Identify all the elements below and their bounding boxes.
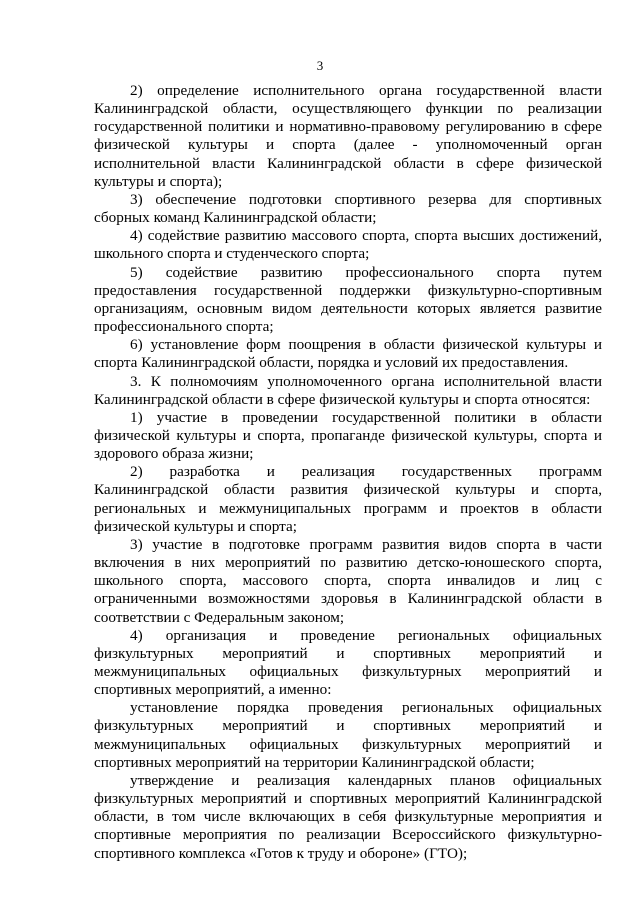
paragraph-item-4: 4) содействие развитию массового спорта, спорта высших достижений, школьного спорта и студенческого спорта; bbox=[94, 227, 602, 263]
document-body bbox=[94, 82, 602, 863]
paragraph-item-2: 2) определение исполнительного органа государственной власти Калининградской области, осуществляющего функции по реализации государственной политики и нормативно-правовому регулированию в сфере физической культуры и спорта (далее - уполномоченный орган исполнительной власти Калининградской области в сфере физической культуры и спорта); bbox=[94, 82, 602, 190]
paragraph-power-3: 3) участие в подготовке программ развития видов спорта в части включения в них мероприятий по развитию детско-юношеского спорта, школьного спорта, массового спорта, спорта инвалидов и лиц с ограниченными возможностями здоровья в Калининградской области в соответствии с Федеральным законом; bbox=[94, 535, 602, 626]
paragraph-subitem-order: установление порядка проведения региональных официальных физкультурных мероприятий и спортивных мероприятий и межмуниципальных официальных физкультурных мероприятий и спортивных мероприятий на территории Калининградской области; bbox=[94, 699, 602, 771]
paragraph-power-4: 4) организация и проведение региональных официальных физкультурных мероприятий и спортивных мероприятий и межмуниципальных официальных физкультурных мероприятий и спортивных мероприятий, а именно: bbox=[94, 626, 602, 699]
paragraph-item-5: 5) содействие развитию профессионального спорта путем предоставления государственной поддержки физкультурно-спортивным организациям, основным видом деятельности которых является развитие профессионального спорта; bbox=[94, 263, 602, 336]
paragraph-item-3: 3) обеспечение подготовки спортивного резерва для спортивных сборных команд Калининградской области; bbox=[94, 190, 602, 227]
paragraph-power-1: 1) участие в проведении государственной политики в области физической культуры и спорта, пропаганде физической культуры, спорта и здорового образа жизни; bbox=[94, 408, 602, 463]
paragraph-power-2: 2) разработка и реализация государственных программ Калининградской области развития физической культуры и спорта, региональных и межмуниципальных программ и проектов в области физической культуры и спорта; bbox=[94, 463, 602, 535]
paragraph-subitem-calendar: утверждение и реализация календарных планов официальных физкультурных мероприятий и спортивных мероприятий Калининградской области, в том числе включающих в себя физкультурные мероприятия и спортивные мероприятия по реализации Всероссийского физкультурно-спортивного комплекса «Готов к труду и обороне» (ГТО); bbox=[94, 771, 602, 862]
paragraph-item-6: 6) установление форм поощрения в области физической культуры и спорта Калининградской области, порядка и условий их предоставления. bbox=[94, 336, 602, 372]
page-number: 3 bbox=[316, 58, 324, 73]
paragraph-section-3: 3. К полномочиям уполномоченного органа исполнительной власти Калининградской области в сфере физической культуры и спорта относятся: bbox=[94, 372, 602, 408]
